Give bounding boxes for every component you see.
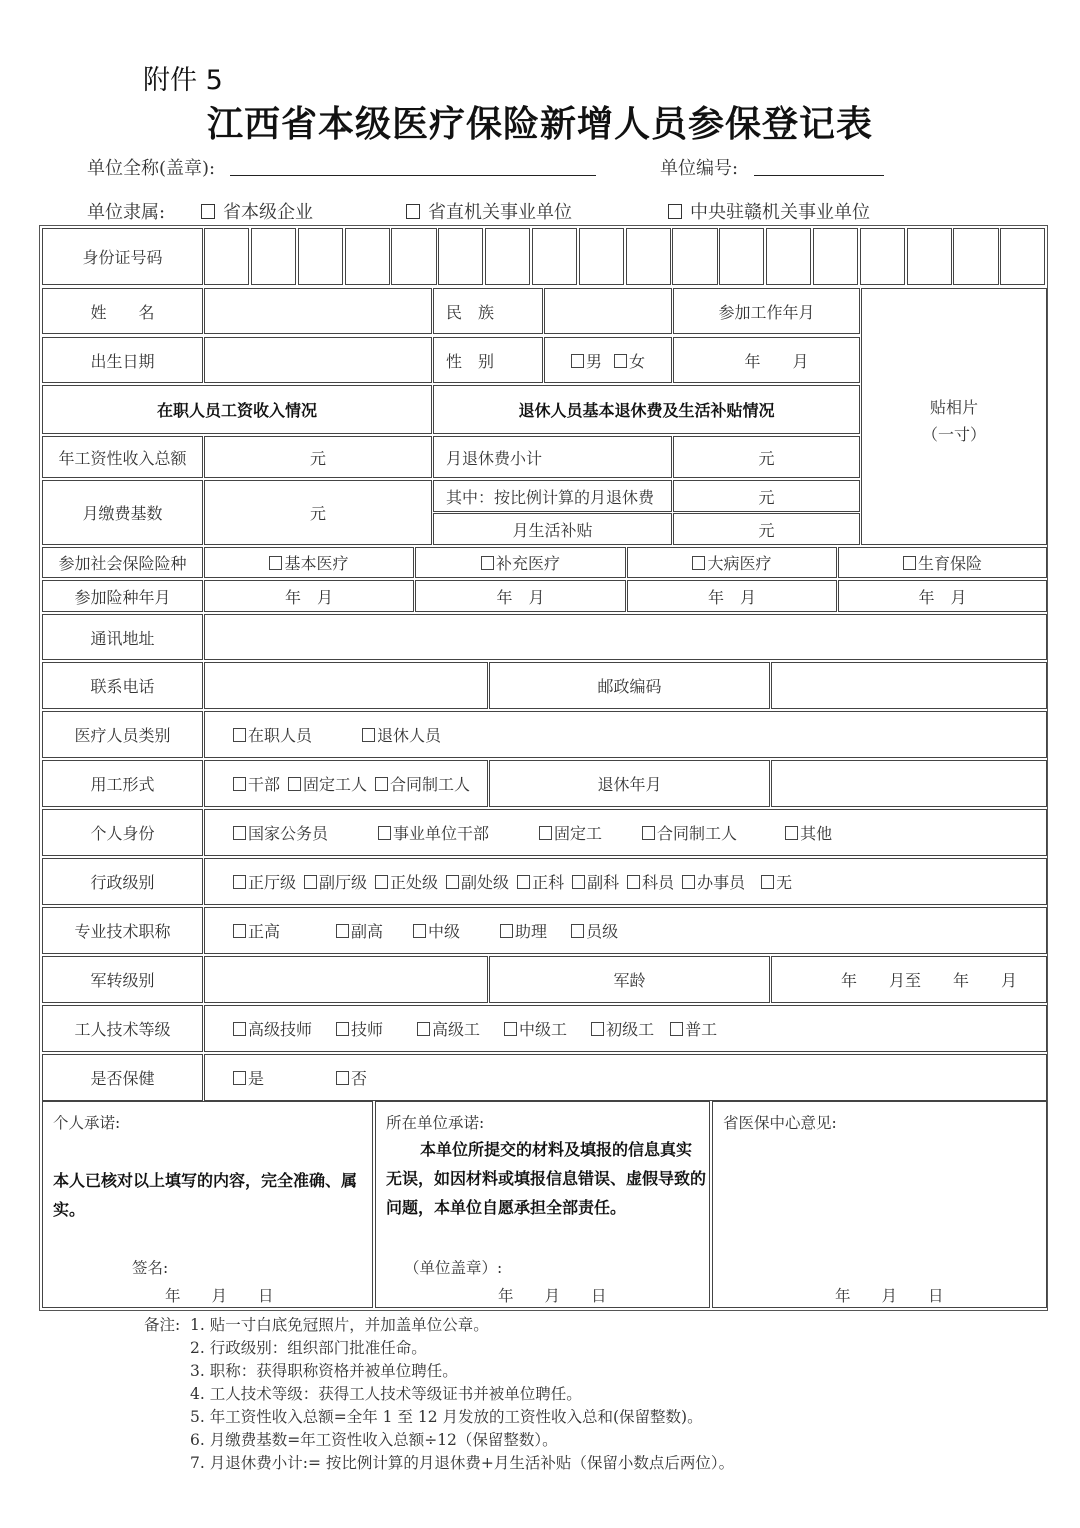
checkbox-icon[interactable] xyxy=(233,1022,246,1036)
checkbox-icon[interactable] xyxy=(670,1022,683,1036)
personal-commitment-text: 本人已核对以上填写的内容，完全准确、属实。 xyxy=(53,1171,358,1219)
insurance-month-field[interactable]: 年 月 xyxy=(415,580,626,612)
living-allowance-field[interactable]: 元 xyxy=(673,513,860,545)
proportional-pension-label: 其中：按比例计算的月退休费 xyxy=(433,480,672,512)
id-digit-cell[interactable] xyxy=(391,228,436,285)
checkbox-icon[interactable] xyxy=(642,826,655,840)
id-digit-cell[interactable] xyxy=(298,228,343,285)
unit-code-field[interactable] xyxy=(754,152,884,176)
checkbox-icon[interactable] xyxy=(288,777,301,791)
insurance-month-label: 参加险种年月 xyxy=(42,580,203,612)
proportional-pension-field[interactable]: 元 xyxy=(673,480,860,512)
id-digit-cell[interactable] xyxy=(672,228,717,285)
checkbox-option[interactable] xyxy=(304,870,367,893)
checkbox-icon[interactable] xyxy=(201,204,215,219)
insurance-month-field[interactable]: 年 月 xyxy=(627,580,837,612)
checkbox-option-label: 技师 xyxy=(351,1020,384,1039)
note-item: 5. 年工资性收入总额=全年 1 至 12 月发放的工资性收入总和(保留整数)。 xyxy=(190,1408,703,1426)
retired-section-header: 退休人员基本退休费及生活补贴情况 xyxy=(433,385,860,434)
checkbox-icon[interactable] xyxy=(336,924,349,938)
note-item: 1. 贴一寸白底免冠照片，并加盖单位公章。 xyxy=(190,1316,489,1334)
checkbox-icon[interactable] xyxy=(761,875,774,889)
affiliation-option[interactable]: 省直机关事业单位 xyxy=(406,198,572,224)
unit-seal-label: （单位盖章）: xyxy=(404,1259,503,1277)
military-age-field[interactable]: 年 月至 年 月 xyxy=(771,956,1047,1003)
checkbox-icon[interactable] xyxy=(406,204,420,219)
checkbox-option[interactable] xyxy=(539,821,602,844)
checkbox-icon[interactable] xyxy=(572,875,585,889)
id-digit-cell[interactable] xyxy=(766,228,811,285)
employed-section-header: 在职人员工资收入情况 xyxy=(42,385,432,434)
gender-option-female[interactable]: 女 xyxy=(614,349,645,372)
checkbox-option[interactable] xyxy=(785,821,832,844)
retire-month-label: 退休年月 xyxy=(489,760,770,807)
unit-date: 年 月 日 xyxy=(498,1287,607,1305)
id-digit-cell[interactable] xyxy=(813,228,858,285)
checkbox-option-label: 高级工 xyxy=(432,1020,481,1039)
checkbox-option[interactable] xyxy=(336,1017,383,1040)
checkbox-option-label: 固定工人 xyxy=(303,775,368,794)
affiliation-label: 单位隶属: xyxy=(87,202,166,223)
admin-level-label: 行政级别 xyxy=(42,858,203,905)
checkbox-icon[interactable] xyxy=(504,1022,517,1036)
affiliation-option[interactable]: 省本级企业 xyxy=(201,198,313,224)
checkbox-icon[interactable] xyxy=(539,826,552,840)
notes-list xyxy=(190,1314,734,1475)
medical-category-options xyxy=(204,711,1047,758)
id-digit-cell[interactable] xyxy=(485,228,530,285)
name-label: 姓 名 xyxy=(42,288,203,334)
checkbox-option[interactable] xyxy=(233,870,296,893)
checkbox-icon[interactable] xyxy=(362,728,375,742)
birth-date-label: 出生日期 xyxy=(42,337,203,383)
checkbox-option[interactable] xyxy=(670,1017,717,1040)
checkbox-option[interactable] xyxy=(504,1017,567,1040)
insurance-type-option[interactable]: 补充医疗 xyxy=(415,547,626,578)
checkbox-option[interactable] xyxy=(500,919,547,942)
checkbox-icon[interactable] xyxy=(614,354,627,368)
checkbox-option[interactable] xyxy=(233,1017,312,1040)
military-level-label: 军转级别 xyxy=(42,956,203,1003)
personal-date: 年 月 日 xyxy=(165,1287,274,1305)
id-digit-cell[interactable] xyxy=(579,228,624,285)
affiliation-option[interactable]: 中央驻赣机关事业单位 xyxy=(668,198,870,224)
gender-label: 性 别 xyxy=(433,337,543,383)
id-digit-cell[interactable] xyxy=(626,228,671,285)
checkbox-icon[interactable] xyxy=(692,556,705,570)
checkbox-option-label: 正科 xyxy=(532,873,565,892)
unit-commitment-label: 所在单位承诺: xyxy=(386,1114,485,1132)
gender-options xyxy=(544,337,672,383)
id-digit-cell[interactable] xyxy=(438,228,483,285)
checkbox-option-label: 干部 xyxy=(248,775,281,794)
name-field[interactable] xyxy=(204,288,432,334)
checkbox-icon[interactable] xyxy=(233,875,246,889)
checkbox-option[interactable] xyxy=(591,1017,654,1040)
checkbox-option-label: 合同制工人 xyxy=(390,775,471,794)
checkbox-option-label: 初级工 xyxy=(606,1020,655,1039)
unit-commitment-text: 无误，如因材料或填报信息错误、虚假导致的问题，本单位自愿承担全部责任。 xyxy=(386,1169,707,1217)
professional-title-label: 专业技术职称 xyxy=(42,907,203,954)
checkbox-option-label: 无 xyxy=(776,873,793,892)
professional-title-options xyxy=(204,907,1047,954)
checkbox-option-label: 合同制工人 xyxy=(657,824,738,843)
checkbox-option-label: 副厅级 xyxy=(319,873,368,892)
checkbox-option-label: 在职人员 xyxy=(248,726,313,745)
unit-code-label: 单位编号: xyxy=(660,158,739,179)
checkbox-icon[interactable] xyxy=(571,924,584,938)
checkbox-icon[interactable] xyxy=(481,556,494,570)
checkbox-option-label: 国家公务员 xyxy=(248,824,329,843)
monthly-pension-subtotal-field[interactable]: 元 xyxy=(673,436,860,478)
checkbox-option[interactable] xyxy=(682,870,745,893)
checkbox-option[interactable] xyxy=(375,870,438,893)
worker-grade-options xyxy=(204,1005,1047,1052)
insurance-month-field[interactable]: 年 月 xyxy=(204,580,414,612)
gender-option-male[interactable]: 男 xyxy=(571,349,602,372)
id-digit-cell[interactable] xyxy=(345,228,390,285)
signature-label: 签名: xyxy=(132,1259,169,1277)
checkbox-option-label: 其他 xyxy=(800,824,833,843)
checkbox-option-label: 办事员 xyxy=(697,873,746,892)
note-item: 3. 职称：获得职称资格并被单位聘任。 xyxy=(190,1362,458,1380)
work-start-label: 参加工作年月 xyxy=(673,288,860,334)
health-care-label: 是否保健 xyxy=(42,1054,203,1101)
ethnicity-label: 民 族 xyxy=(433,288,543,334)
center-opinion-label: 省医保中心意见: xyxy=(723,1114,837,1132)
unit-commitment-box xyxy=(375,1101,710,1308)
checkbox-icon[interactable] xyxy=(591,1022,604,1036)
photo-label: 贴相片 xyxy=(929,398,978,417)
checkbox-option[interactable] xyxy=(362,723,441,746)
checkbox-icon[interactable] xyxy=(233,826,246,840)
annual-salary-field[interactable]: 元 xyxy=(204,436,432,478)
checkbox-icon[interactable] xyxy=(375,777,388,791)
medical-category-label: 医疗人员类别 xyxy=(42,711,203,758)
ethnicity-field[interactable] xyxy=(544,288,672,334)
checkbox-option[interactable] xyxy=(572,870,619,893)
checkbox-option-label: 高级技师 xyxy=(248,1020,313,1039)
id-digit-cell[interactable] xyxy=(204,228,249,285)
attachment-label: 附件 5 xyxy=(143,65,223,96)
employment-form-label: 用工形式 xyxy=(42,760,203,807)
photo-box[interactable] xyxy=(861,288,1047,545)
personal-commitment-box xyxy=(42,1101,373,1308)
note-item: 6. 月缴费基数=年工资性收入总额÷12（保留整数）。 xyxy=(190,1431,558,1449)
checkbox-option-label: 正处级 xyxy=(390,873,439,892)
id-digit-cell[interactable] xyxy=(532,228,577,285)
health-care-options xyxy=(204,1054,1047,1101)
checkbox-option[interactable] xyxy=(413,919,460,942)
checkbox-option[interactable] xyxy=(571,919,618,942)
checkbox-icon[interactable] xyxy=(571,354,584,368)
insurance-type-option[interactable]: 基本医疗 xyxy=(204,547,414,578)
checkbox-option[interactable] xyxy=(378,821,489,844)
checkbox-icon[interactable] xyxy=(269,556,282,570)
address-field[interactable] xyxy=(204,614,1047,660)
checkbox-icon[interactable] xyxy=(446,875,459,889)
identity-options xyxy=(204,809,1047,856)
annual-salary-label: 年工资性收入总额 xyxy=(42,436,203,478)
checkbox-icon[interactable] xyxy=(500,924,513,938)
checkbox-option-label: 副处级 xyxy=(461,873,510,892)
id-digit-cell[interactable] xyxy=(251,228,296,285)
postcode-field[interactable] xyxy=(771,662,1047,709)
checkbox-icon[interactable] xyxy=(417,1022,430,1036)
checkbox-option-label: 员级 xyxy=(586,922,619,941)
checkbox-option-label: 副科 xyxy=(587,873,620,892)
checkbox-option[interactable] xyxy=(627,870,674,893)
postcode-label: 邮政编码 xyxy=(489,662,770,709)
checkbox-option[interactable] xyxy=(761,870,792,893)
worker-grade-label: 工人技术等级 xyxy=(42,1005,203,1052)
insurance-month-field[interactable]: 年 月 xyxy=(838,580,1047,612)
checkbox-option[interactable] xyxy=(517,870,564,893)
monthly-base-label: 月缴费基数 xyxy=(42,480,203,545)
photo-size: （一寸） xyxy=(921,425,986,444)
checkbox-icon[interactable] xyxy=(682,875,695,889)
checkbox-icon[interactable] xyxy=(785,826,798,840)
insurance-type-option[interactable]: 生育保险 xyxy=(838,547,1047,578)
checkbox-icon[interactable] xyxy=(375,875,388,889)
checkbox-icon[interactable] xyxy=(336,1071,349,1085)
checkbox-option-label: 退休人员 xyxy=(377,726,442,745)
checkbox-option[interactable] xyxy=(446,870,509,893)
checkbox-option[interactable] xyxy=(336,1066,367,1089)
monthly-pension-subtotal-label: 月退休费小计 xyxy=(433,436,672,478)
checkbox-option-label: 普工 xyxy=(685,1020,718,1039)
checkbox-icon[interactable] xyxy=(627,875,640,889)
checkbox-option[interactable] xyxy=(417,1017,480,1040)
employment-form-options xyxy=(204,760,488,807)
id-digit-cell[interactable] xyxy=(953,228,998,285)
page-title: 江西省本级医疗保险新增人员参保登记表 xyxy=(206,104,873,145)
checkbox-icon[interactable] xyxy=(378,826,391,840)
checkbox-option[interactable] xyxy=(233,919,280,942)
checkbox-option[interactable] xyxy=(375,772,470,795)
id-digit-cell[interactable] xyxy=(719,228,764,285)
unit-name-field[interactable] xyxy=(230,152,596,176)
checkbox-option-label: 是 xyxy=(248,1069,265,1088)
checkbox-option-label: 科员 xyxy=(642,873,675,892)
checkbox-icon[interactable] xyxy=(903,556,916,570)
checkbox-icon[interactable] xyxy=(304,875,317,889)
unit-commitment-text-line1: 本单位所提交的材料及填报的信息真实 xyxy=(420,1140,693,1159)
checkbox-option[interactable] xyxy=(233,1066,264,1089)
phone-field[interactable] xyxy=(204,662,488,709)
retire-month-field[interactable] xyxy=(771,760,1047,807)
id-number-label: 身份证号码 xyxy=(42,228,203,285)
monthly-base-field[interactable]: 元 xyxy=(204,480,432,545)
checkbox-icon[interactable] xyxy=(336,1022,349,1036)
checkbox-option-label: 正厅级 xyxy=(248,873,297,892)
insurance-types-label: 参加社会保险险种 xyxy=(42,547,203,578)
address-label: 通讯地址 xyxy=(42,614,203,660)
center-date: 年 月 日 xyxy=(835,1287,944,1305)
checkbox-option-label: 固定工 xyxy=(554,824,603,843)
checkbox-option[interactable] xyxy=(336,919,383,942)
checkbox-option-label: 正高 xyxy=(248,922,281,941)
checkbox-option-label: 副高 xyxy=(351,922,384,941)
unit-name-label: 单位全称(盖章): xyxy=(87,158,216,179)
checkbox-option-label: 否 xyxy=(351,1069,368,1088)
checkbox-icon[interactable] xyxy=(233,1071,246,1085)
checkbox-icon[interactable] xyxy=(233,728,246,742)
notes-label: 备注: xyxy=(144,1316,181,1334)
note-item: 4. 工人技术等级：获得工人技术等级证书并被单位聘任。 xyxy=(190,1385,582,1403)
checkbox-option-label: 事业单位干部 xyxy=(393,824,490,843)
checkbox-option-label: 助理 xyxy=(515,922,548,941)
checkbox-icon[interactable] xyxy=(668,204,682,219)
identity-label: 个人身份 xyxy=(42,809,203,856)
military-age-label: 军龄 xyxy=(489,956,770,1003)
checkbox-icon[interactable] xyxy=(413,924,426,938)
birth-date-field[interactable] xyxy=(204,337,432,383)
phone-label: 联系电话 xyxy=(42,662,203,709)
work-start-field[interactable]: 年 月 xyxy=(673,337,860,383)
note-item: 2. 行政级别：组织部门批准任命。 xyxy=(190,1339,427,1357)
living-allowance-label: 月生活补贴 xyxy=(433,513,672,545)
note-item: 7. 月退休费小计:= 按比例计算的月退休费+月生活补贴（保留小数点后两位）。 xyxy=(190,1454,735,1472)
checkbox-icon[interactable] xyxy=(233,777,246,791)
id-digit-cell[interactable] xyxy=(1000,228,1045,285)
personal-commitment-label: 个人承诺: xyxy=(53,1114,121,1132)
checkbox-option[interactable] xyxy=(233,772,280,795)
checkbox-option-label: 中级 xyxy=(428,922,461,941)
checkbox-option[interactable] xyxy=(642,821,737,844)
admin-level-options xyxy=(204,858,1047,905)
checkbox-option[interactable] xyxy=(233,821,328,844)
checkbox-icon[interactable] xyxy=(233,924,246,938)
checkbox-option-label: 中级工 xyxy=(519,1020,568,1039)
id-digit-cell[interactable] xyxy=(907,228,952,285)
checkbox-icon[interactable] xyxy=(517,875,530,889)
military-level-field[interactable] xyxy=(204,956,488,1003)
insurance-type-option[interactable]: 大病医疗 xyxy=(627,547,837,578)
checkbox-option[interactable] xyxy=(288,772,367,795)
checkbox-option[interactable] xyxy=(233,723,312,746)
center-opinion-box xyxy=(712,1101,1047,1308)
id-digit-cell[interactable] xyxy=(860,228,905,285)
